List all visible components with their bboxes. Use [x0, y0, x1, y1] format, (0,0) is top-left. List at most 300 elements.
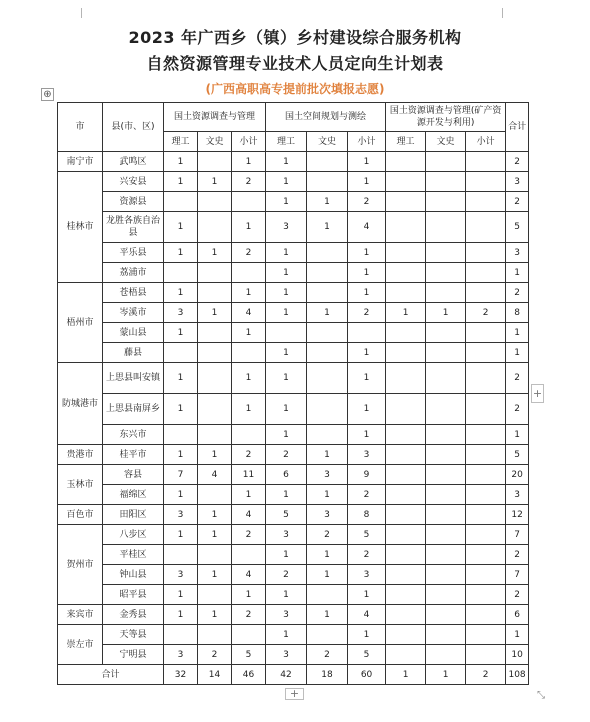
value-cell: 1: [198, 303, 232, 323]
value-cell: [466, 505, 506, 525]
value-cell: [307, 172, 348, 192]
value-cell: [232, 192, 266, 212]
table-row: [58, 645, 529, 665]
value-cell: 1: [348, 283, 386, 303]
table-row: [58, 394, 529, 425]
total-label: 合计: [58, 665, 164, 685]
value-cell: 4: [232, 505, 266, 525]
value-cell: 1: [232, 585, 266, 605]
value-cell: [232, 343, 266, 363]
county-cell: 蒙山县: [103, 323, 164, 343]
value-cell: 1: [198, 505, 232, 525]
row-total-cell: 2: [506, 394, 529, 425]
value-cell: [426, 263, 466, 283]
value-cell: 3: [164, 565, 198, 585]
row-total-cell: 7: [506, 565, 529, 585]
document-title-line1: 2023 年广西乡（镇）乡村建设综合服务机构: [128, 28, 462, 47]
value-cell: 1: [232, 212, 266, 243]
value-cell: 2: [266, 565, 307, 585]
document-subtitle: (广西高职高专提前批次填报志愿): [205, 82, 385, 96]
value-cell: [426, 565, 466, 585]
value-cell: [164, 192, 198, 212]
header-sub: 文史: [307, 132, 348, 152]
value-cell: [426, 283, 466, 303]
value-cell: [466, 152, 506, 172]
value-cell: 7: [164, 465, 198, 485]
value-cell: 1: [266, 192, 307, 212]
value-cell: 2: [232, 172, 266, 192]
county-cell: 资源县: [103, 192, 164, 212]
value-cell: [307, 363, 348, 394]
value-cell: [386, 505, 426, 525]
value-cell: 3: [266, 605, 307, 625]
value-cell: [466, 343, 506, 363]
table-row: [58, 172, 529, 192]
value-cell: 1: [307, 565, 348, 585]
value-cell: 1: [164, 605, 198, 625]
value-cell: [426, 323, 466, 343]
value-cell: 1: [164, 172, 198, 192]
value-cell: 4: [348, 212, 386, 243]
value-cell: 1: [232, 363, 266, 394]
table-row: [58, 323, 529, 343]
value-cell: 1: [266, 243, 307, 263]
row-total-cell: 10: [506, 645, 529, 665]
table-row: [58, 303, 529, 323]
value-cell: 1: [198, 445, 232, 465]
value-cell: [466, 605, 506, 625]
value-cell: 1: [266, 283, 307, 303]
city-cell: 崇左市: [58, 625, 103, 665]
header-group-planning: 国土空间规划与测绘: [266, 103, 386, 132]
value-cell: 1: [164, 152, 198, 172]
value-cell: 5: [232, 645, 266, 665]
value-cell: 1: [164, 525, 198, 545]
county-cell: 荔浦市: [103, 263, 164, 283]
row-total-cell: 1: [506, 425, 529, 445]
value-cell: 1: [348, 243, 386, 263]
value-cell: 1: [198, 605, 232, 625]
value-cell: 1: [348, 343, 386, 363]
value-cell: 4: [348, 605, 386, 625]
value-cell: 2: [232, 243, 266, 263]
value-cell: 1: [164, 212, 198, 243]
value-cell: [198, 323, 232, 343]
value-cell: 1: [232, 152, 266, 172]
value-cell: [426, 525, 466, 545]
value-cell: 1: [198, 565, 232, 585]
value-cell: 1: [266, 425, 307, 445]
value-cell: [232, 625, 266, 645]
plan-table: [57, 102, 529, 685]
value-cell: 2: [348, 303, 386, 323]
header-total: 合计: [506, 103, 529, 152]
value-cell: 4: [198, 465, 232, 485]
value-cell: [164, 425, 198, 445]
value-cell: [198, 192, 232, 212]
value-cell: 3: [307, 465, 348, 485]
value-cell: 3: [164, 303, 198, 323]
value-cell: [426, 152, 466, 172]
value-cell: [426, 445, 466, 465]
row-total-cell: 8: [506, 303, 529, 323]
row-total-cell: 2: [506, 283, 529, 303]
value-cell: 2: [348, 192, 386, 212]
table-row: [58, 525, 529, 545]
value-cell: [466, 465, 506, 485]
county-cell: 藤县: [103, 343, 164, 363]
value-cell: [426, 192, 466, 212]
add-row-button[interactable]: +: [285, 688, 304, 700]
value-cell: 1: [348, 152, 386, 172]
city-cell: 百色市: [58, 505, 103, 525]
value-cell: 1: [164, 485, 198, 505]
table-row: [58, 263, 529, 283]
row-total-cell: 3: [506, 172, 529, 192]
city-cell: 贵港市: [58, 445, 103, 465]
value-cell: 1: [266, 263, 307, 283]
value-cell: 1: [307, 445, 348, 465]
city-cell: 梧州市: [58, 283, 103, 363]
row-total-cell: 5: [506, 212, 529, 243]
value-cell: 3: [307, 505, 348, 525]
value-cell: [466, 363, 506, 394]
value-cell: 1: [348, 625, 386, 645]
header-sub: 理工: [164, 132, 198, 152]
table-row: [58, 243, 529, 263]
table-row: [58, 605, 529, 625]
value-cell: [198, 263, 232, 283]
value-cell: [386, 192, 426, 212]
value-cell: [426, 394, 466, 425]
value-cell: 1: [164, 243, 198, 263]
value-cell: [466, 323, 506, 343]
county-cell: 容县: [103, 465, 164, 485]
value-cell: [386, 445, 426, 465]
value-cell: [426, 485, 466, 505]
value-cell: [198, 585, 232, 605]
value-cell: 1: [426, 303, 466, 323]
value-cell: 1: [307, 303, 348, 323]
value-cell: 1: [164, 323, 198, 343]
value-cell: [386, 323, 426, 343]
table-row: [58, 505, 529, 525]
table-row: [58, 363, 529, 394]
table-row: [58, 192, 529, 212]
value-cell: [307, 152, 348, 172]
value-cell: [386, 625, 426, 645]
county-cell: 天等县: [103, 625, 164, 645]
header-sub: 小计: [348, 132, 386, 152]
value-cell: 1: [266, 343, 307, 363]
value-cell: 2: [266, 445, 307, 465]
value-cell: [386, 525, 426, 545]
value-cell: 1: [386, 303, 426, 323]
value-cell: 1: [307, 545, 348, 565]
value-cell: [386, 425, 426, 445]
value-cell: 3: [164, 645, 198, 665]
value-cell: [466, 263, 506, 283]
value-cell: 1: [232, 323, 266, 343]
row-total-cell: 7: [506, 525, 529, 545]
value-cell: [307, 283, 348, 303]
row-total-cell: 20: [506, 465, 529, 485]
value-cell: [198, 283, 232, 303]
value-cell: [426, 645, 466, 665]
value-cell: 1: [307, 605, 348, 625]
value-cell: [307, 425, 348, 445]
row-total-cell: 2: [506, 363, 529, 394]
value-cell: [466, 585, 506, 605]
value-cell: 2: [232, 525, 266, 545]
value-cell: 1: [307, 212, 348, 243]
table-row: [58, 212, 529, 243]
value-cell: [164, 343, 198, 363]
county-cell: 岑溪市: [103, 303, 164, 323]
header-row-1: [58, 103, 529, 132]
value-cell: [386, 152, 426, 172]
county-cell: 宁明县: [103, 645, 164, 665]
header-sub: 文史: [426, 132, 466, 152]
county-cell: 桂平市: [103, 445, 164, 465]
add-column-button[interactable]: +: [531, 384, 544, 403]
city-cell: 桂林市: [58, 172, 103, 283]
value-cell: 1: [232, 394, 266, 425]
value-cell: 3: [164, 505, 198, 525]
value-cell: 5: [348, 645, 386, 665]
value-cell: 1: [348, 585, 386, 605]
total-value-cell: 60: [348, 665, 386, 685]
row-total-cell: 2: [506, 585, 529, 605]
table-row: [58, 625, 529, 645]
value-cell: [307, 585, 348, 605]
row-total-cell: 3: [506, 243, 529, 263]
value-cell: [198, 394, 232, 425]
total-row: [58, 665, 529, 685]
value-cell: [164, 625, 198, 645]
table-row: [58, 585, 529, 605]
row-total-cell: 2: [506, 192, 529, 212]
county-cell: 兴安县: [103, 172, 164, 192]
value-cell: 3: [348, 445, 386, 465]
value-cell: 1: [266, 363, 307, 394]
value-cell: 3: [266, 525, 307, 545]
value-cell: [386, 283, 426, 303]
city-cell: 玉林市: [58, 465, 103, 505]
value-cell: [426, 363, 466, 394]
row-total-cell: 2: [506, 152, 529, 172]
row-total-cell: 1: [506, 625, 529, 645]
city-cell: 来宾市: [58, 605, 103, 625]
county-cell: 钟山县: [103, 565, 164, 585]
table-row: [58, 445, 529, 465]
city-cell: 南宁市: [58, 152, 103, 172]
header-group-survey: 国土资源调查与管理: [164, 103, 266, 132]
value-cell: 3: [348, 565, 386, 585]
value-cell: [466, 485, 506, 505]
county-cell: 上思县南屏乡: [103, 394, 164, 425]
value-cell: [386, 585, 426, 605]
crop-mark-left: [81, 8, 82, 18]
value-cell: [466, 565, 506, 585]
county-cell: 苍梧县: [103, 283, 164, 303]
total-value-cell: 1: [426, 665, 466, 685]
value-cell: [232, 425, 266, 445]
value-cell: [198, 343, 232, 363]
value-cell: [466, 212, 506, 243]
value-cell: [426, 343, 466, 363]
value-cell: [386, 394, 426, 425]
value-cell: 1: [198, 243, 232, 263]
header-sub: 小计: [232, 132, 266, 152]
value-cell: [466, 525, 506, 545]
value-cell: [386, 645, 426, 665]
header-city: 市: [58, 103, 103, 152]
row-total-cell: 1: [506, 323, 529, 343]
value-cell: [386, 172, 426, 192]
value-cell: [266, 323, 307, 343]
value-cell: 2: [307, 645, 348, 665]
value-cell: [466, 394, 506, 425]
value-cell: 8: [348, 505, 386, 525]
value-cell: 1: [348, 363, 386, 394]
table-row: [58, 425, 529, 445]
table-row: [58, 565, 529, 585]
row-total-cell: 2: [506, 545, 529, 565]
value-cell: [426, 605, 466, 625]
row-total-cell: 1: [506, 343, 529, 363]
value-cell: [307, 343, 348, 363]
value-cell: 1: [232, 485, 266, 505]
header-sub: 理工: [386, 132, 426, 152]
value-cell: 1: [307, 485, 348, 505]
city-cell: 防城港市: [58, 363, 103, 445]
value-cell: [426, 545, 466, 565]
value-cell: 3: [266, 645, 307, 665]
value-cell: [232, 263, 266, 283]
value-cell: [386, 263, 426, 283]
value-cell: [386, 212, 426, 243]
value-cell: 1: [164, 394, 198, 425]
value-cell: [307, 323, 348, 343]
county-cell: 金秀县: [103, 605, 164, 625]
table-move-handle-icon[interactable]: ⊕: [41, 88, 54, 101]
table-row: [58, 152, 529, 172]
header-sub: 小计: [466, 132, 506, 152]
county-cell: 田阳区: [103, 505, 164, 525]
value-cell: 1: [307, 192, 348, 212]
value-cell: [198, 152, 232, 172]
county-cell: 东兴市: [103, 425, 164, 445]
value-cell: [386, 545, 426, 565]
value-cell: [466, 445, 506, 465]
value-cell: 5: [266, 505, 307, 525]
value-cell: [466, 645, 506, 665]
county-cell: 平桂区: [103, 545, 164, 565]
value-cell: [198, 363, 232, 394]
value-cell: [307, 625, 348, 645]
value-cell: [164, 263, 198, 283]
value-cell: [232, 545, 266, 565]
value-cell: 2: [348, 545, 386, 565]
city-cell: 贺州市: [58, 525, 103, 605]
value-cell: 1: [266, 625, 307, 645]
county-cell: 福绵区: [103, 485, 164, 505]
value-cell: 1: [348, 263, 386, 283]
value-cell: 1: [198, 172, 232, 192]
value-cell: 1: [266, 303, 307, 323]
county-cell: 昭平县: [103, 585, 164, 605]
value-cell: [466, 545, 506, 565]
table-row: [58, 485, 529, 505]
value-cell: [307, 394, 348, 425]
value-cell: [466, 172, 506, 192]
value-cell: 2: [307, 525, 348, 545]
value-cell: [198, 545, 232, 565]
value-cell: 11: [232, 465, 266, 485]
value-cell: 1: [232, 283, 266, 303]
value-cell: 2: [232, 605, 266, 625]
value-cell: 1: [266, 172, 307, 192]
value-cell: [426, 425, 466, 445]
total-value-cell: 46: [232, 665, 266, 685]
value-cell: 1: [198, 525, 232, 545]
total-value-cell: 1: [386, 665, 426, 685]
value-cell: [386, 605, 426, 625]
value-cell: 1: [164, 445, 198, 465]
table-row: [58, 465, 529, 485]
header-sub: 理工: [266, 132, 307, 152]
value-cell: 1: [266, 152, 307, 172]
header-county: 县(市、区): [103, 103, 164, 152]
total-value-cell: 18: [307, 665, 348, 685]
value-cell: 1: [266, 545, 307, 565]
value-cell: [426, 212, 466, 243]
county-cell: 上思县叫安镇: [103, 363, 164, 394]
value-cell: 1: [348, 425, 386, 445]
value-cell: 1: [266, 485, 307, 505]
header-sub: 文史: [198, 132, 232, 152]
total-value-cell: 32: [164, 665, 198, 685]
table-resize-handle-icon[interactable]: ⤡: [537, 690, 545, 701]
value-cell: 2: [232, 445, 266, 465]
value-cell: [307, 243, 348, 263]
value-cell: 4: [232, 303, 266, 323]
value-cell: [198, 425, 232, 445]
row-total-cell: 5: [506, 445, 529, 465]
value-cell: [386, 465, 426, 485]
county-cell: 八步区: [103, 525, 164, 545]
row-total-cell: 3: [506, 485, 529, 505]
table-row: [58, 283, 529, 303]
value-cell: [466, 243, 506, 263]
value-cell: 1: [164, 283, 198, 303]
value-cell: 2: [198, 645, 232, 665]
value-cell: 3: [266, 212, 307, 243]
value-cell: [466, 425, 506, 445]
county-cell: 武鸣区: [103, 152, 164, 172]
value-cell: [466, 283, 506, 303]
plan-table-body: [58, 103, 529, 685]
table-row: [58, 545, 529, 565]
county-cell: 平乐县: [103, 243, 164, 263]
value-cell: [386, 343, 426, 363]
value-cell: [307, 263, 348, 283]
value-cell: [466, 192, 506, 212]
county-cell: 龙胜各族自治县: [103, 212, 164, 243]
value-cell: [426, 172, 466, 192]
value-cell: [426, 243, 466, 263]
